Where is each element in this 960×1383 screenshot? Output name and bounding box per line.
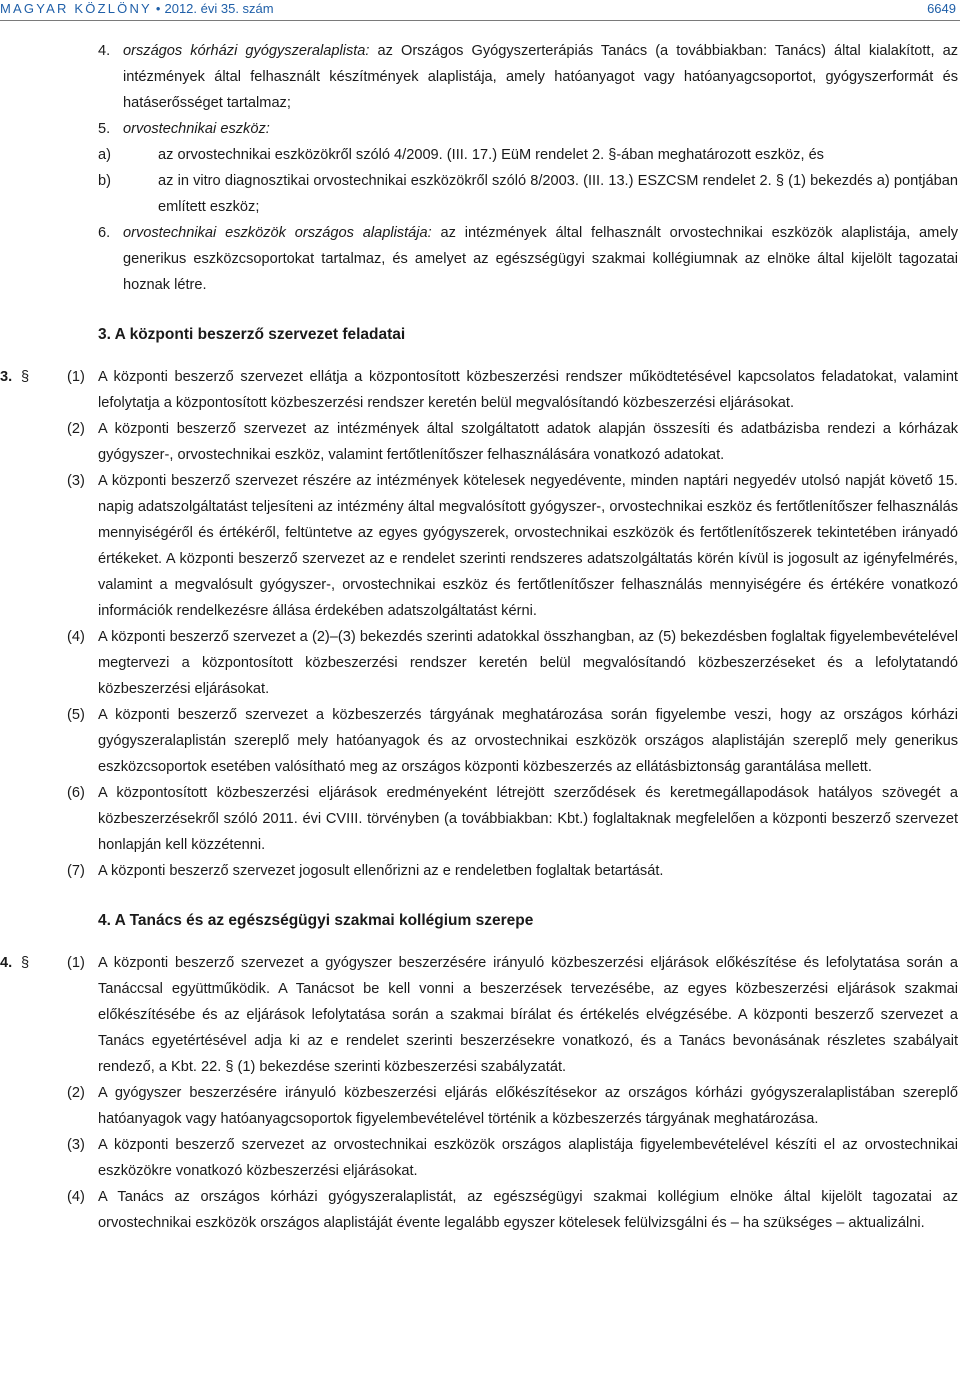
definition-item <box>0 220 958 298</box>
paragraph-number: 3. <box>0 369 13 385</box>
subsection-text: A gyógyszer beszerzésére irányuló közbeszerzési eljárás előkészítésekor az országos kórházi gyógyszeralaplistában szereplő hatóanyagok vagy hatóanyagcsoportok figyelembevételével történik a közbeszerzés tárgyának meghatározása. <box>98 1085 958 1127</box>
defined-term: orvostechnikai eszközök országos alaplistája: <box>123 225 432 241</box>
page-number: 6649 <box>927 1 956 16</box>
subsection-text: A központosított közbeszerzési eljárások eredményeként létrejött szerződések és keretmegállapodások hatályos szövegét a közbeszerzésekről szóló 2011. évi CVIII. törvényben (a továbbiakban: Kbt.) foglaltaknak megfelelően a központi beszerző szervezet honlapján kell közzétenni. <box>98 785 958 853</box>
subsection-number: (2) <box>67 1085 85 1101</box>
subsection-number: (1) <box>67 369 85 385</box>
subsection <box>0 950 958 1080</box>
subsection-text: A központi beszerző szervezet a gyógyszer beszerzésére irányuló közbeszerzési eljárások előkészítése és lefolytatása során a Tanáccsal együttműködik. A Tanácsot be kell vonni a beszerzések tervezésébe, az egyes közbeszerzési eljárások szakmai előkészítésébe és az eljárások lefolytatása során a szakmai bírálat és értékelés elvégzésébe. A központi beszerző szervezet a Tanács egyetértésével adja ki az e rendelet szerinti beszerzésekre vonatkozó, és a Tanács bevonásának részletes szabályait rendező, a Kbt. 22. § (1) bekezdése szerinti közbeszerzési szabályzatát. <box>98 955 958 1075</box>
subsection-text: A központi beszerző szervezet az intézmények által szolgáltatott adatok alapján összesíti és adatbázisba rendezi a kórházak gyógyszer-, orvostechnikai eszköz, valamint fertőtlenítőszer felhasználására vonatkozó adatokat. <box>98 421 958 463</box>
subsection-text: A központi beszerző szervezet a (2)–(3) bekezdés szerinti adatokkal összhangban, az (5) bekezdésben foglaltak figyelembevételével megtervezi a központosított közbeszerzési rendszer keretén belül megvalósítandó közbeszerzéseket és a lefolytatandó közbeszerzési eljárásokat. <box>98 629 958 697</box>
section-heading: 4. A Tanács és az egészségügyi szakmai kollégium szerepe <box>98 912 534 929</box>
definition-item <box>0 116 958 142</box>
document-body <box>0 38 958 1236</box>
item-number: 5. <box>98 121 111 137</box>
paragraph-4 <box>0 950 958 1236</box>
subsection <box>0 1132 958 1184</box>
subsection-text: A központi beszerző szervezet a közbeszerzés tárgyának meghatározása során figyelembe veszi, hogy az országos kórházi gyógyszeralaplistán szereplő mely hatóanyagok és az orvostechnikai eszközök országos alaplistáján szereplő mely generikus eszközcsoportok esetében valósítható meg az országos központi közbeszerzés az ellátásbiztonság garantálása mellett. <box>98 707 958 775</box>
issue-label: 2012. évi 35. szám <box>164 1 274 16</box>
subsection-text: A központi beszerző szervezet jogosult ellenőrizni az e rendeletben foglaltak betartását. <box>98 863 664 879</box>
journal-title <box>0 0 274 18</box>
section-sign: § <box>21 955 30 971</box>
journal-name: MAGYAR KÖZLÖNY <box>0 1 152 16</box>
header-divider <box>0 20 960 21</box>
subsection-number: (3) <box>67 1137 85 1153</box>
section-sign: § <box>21 369 30 385</box>
sub-item-text: az in vitro diagnosztikai orvostechnikai eszközökről szóló 8/2003. (III. 13.) ESZCSM rendelet 2. § (1) bekezdés a) pontjában említett eszköz; <box>158 173 958 215</box>
defined-term: orvostechnikai eszköz: <box>123 121 270 137</box>
sub-item <box>0 142 958 168</box>
subsection-number: (1) <box>67 955 85 971</box>
item-number: 6. <box>98 225 111 241</box>
definition-item <box>0 38 958 116</box>
subsection <box>0 702 958 780</box>
item-text <box>98 38 958 116</box>
defined-term: országos kórházi gyógyszeralaplista: <box>123 43 370 59</box>
subsection <box>0 624 958 702</box>
subsection <box>0 780 958 858</box>
subsection-number: (3) <box>67 473 85 489</box>
sub-item-letter: a) <box>98 147 111 163</box>
sub-item-letter: b) <box>98 173 111 189</box>
subsection <box>0 1080 958 1132</box>
item-text <box>98 116 958 142</box>
subsection-number: (2) <box>67 421 85 437</box>
subsection-text: A központi beszerző szervezet az orvostechnikai eszközök országos alaplistája figyelembevételével készíti el az orvostechnikai eszközökre vonatkozó közbeszerzési eljárásokat. <box>98 1137 958 1179</box>
definition-text: az intézmények által felhasznált orvostechnikai eszközök alaplistája, amely generikus eszközcsoportokat tartalmaz, és amelyet az egészségügyi szakmai kollégiumnak az elnöke által kijelölt tagozatai hoznak létre. <box>123 225 958 293</box>
subsection-number: (7) <box>67 863 85 879</box>
subsection <box>0 416 958 468</box>
sub-item <box>0 168 958 220</box>
separator-dot: • <box>155 1 161 16</box>
subsection-number: (4) <box>67 629 85 645</box>
subsection-text: A központi beszerző szervezet ellátja a központosított közbeszerzési rendszer működtetésével kapcsolatos feladatokat, valamint lefolytatja a központosított közbeszerzési rendszer keretén belül megvalósítandó közbeszerzési eljárásokat. <box>98 369 958 411</box>
section-heading: 3. A központi beszerző szervezet feladatai <box>98 326 406 343</box>
sub-item-text: az orvostechnikai eszközökről szóló 4/2009. (III. 17.) EüM rendelet 2. §-ában meghatározott eszköz, és <box>158 147 824 163</box>
subsection-text: A Tanács az országos kórházi gyógyszeralaplistát, az egészségügyi szakmai kollégium elnöke által kijelölt tagozatai az orvostechnikai eszközök országos alaplistáját évente legalább egyszer kötelesek felülvizsgálni és – ha szükséges – aktualizálni. <box>98 1189 958 1231</box>
subsection-text: A központi beszerző szervezet részére az intézmények kötelesek negyedévente, minden naptári negyedév utolsó napját követő 15. napig adatszolgáltatást teljesíteni az intézmény által megvalósított gyógyszer-, orvostechnikai eszköz és fertőtlenítőszer felhasználás mennyiségéről és értékéről, feltüntetve az egyes gyógyszerek, orvostechnikai eszközök és fertőtlenítőszerek tekintetében irányadó értékeket. A központi beszerző szervezet az e rendelet szerinti rendszeres adatszolgáltatás körén kívül is jogosult az igényfelmérés, valamint a megvalósult gyógyszer-, orvostechnikai eszköz és fertőtlenítőszer felhasználás mennyiségére és értékére vonatkozó információk rendelkezésre állása érdekében adatszolgáltatást kérni. <box>98 473 958 619</box>
subsection <box>0 364 958 416</box>
definition-text: az Országos Gyógyszerterápiás Tanács (a továbbiakban: Tanács) által kialakított, az intézmények által felhasznált készítmények alaplistája, amely hatóanyagot vagy hatóanyagcsoportot, gyógyszerformát és hatáserősséget tartalmaz; <box>123 43 958 111</box>
subsection <box>0 858 958 884</box>
paragraph-3 <box>0 364 958 884</box>
paragraph-number: 4. <box>0 955 13 971</box>
subsection-number: (6) <box>67 785 85 801</box>
page-header <box>0 0 960 20</box>
subsection <box>0 1184 958 1236</box>
item-text <box>98 220 958 298</box>
subsection-number: (5) <box>67 707 85 723</box>
item-number: 4. <box>98 43 111 59</box>
subsection-number: (4) <box>67 1189 85 1205</box>
subsection <box>0 468 958 624</box>
